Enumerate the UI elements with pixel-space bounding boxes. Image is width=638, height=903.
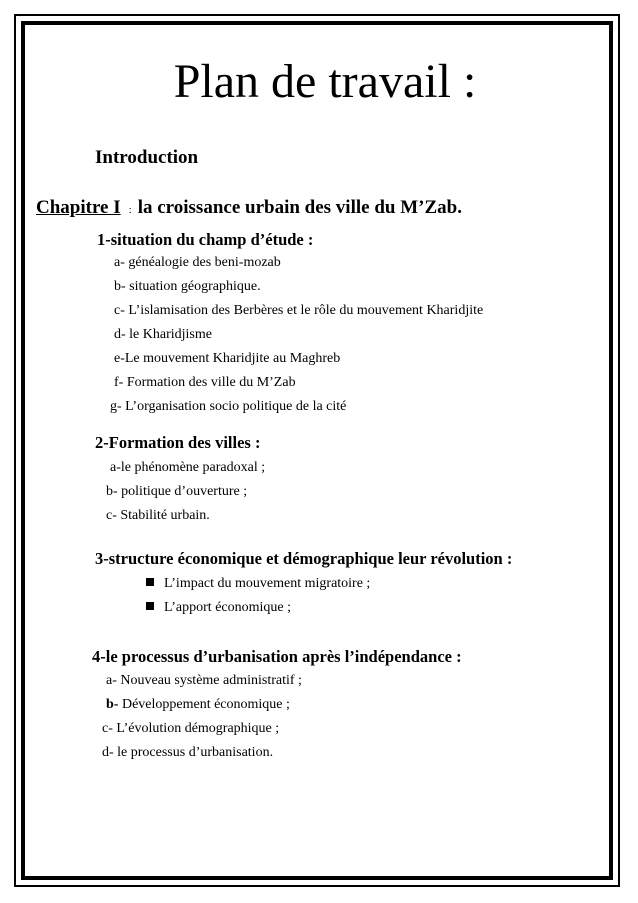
section-heading-4: 4-le processus d’urbanisation après l’indépendance :: [92, 647, 462, 666]
square-bullet-icon: [146, 578, 154, 586]
list-item: g- L’organisation socio politique de la cité: [110, 399, 347, 414]
chapter-separator: :: [128, 204, 132, 216]
introduction-heading: Introduction: [95, 147, 199, 168]
list-item: f- Formation des ville du M’Zab: [114, 375, 296, 390]
list-item-prefix: b-: [106, 697, 119, 712]
list-item: e-Le mouvement Kharidjite au Maghreb: [114, 351, 341, 366]
list-item: a-le phénomène paradoxal ;: [110, 460, 266, 475]
list-item: [146, 599, 291, 617]
list-item: c- L’islamisation des Berbères et le rôle du mouvement Kharidjite: [114, 303, 484, 318]
list-item: b- situation géographique.: [114, 279, 261, 294]
list-item-text: Développement économique ;: [121, 697, 290, 712]
list-item: [106, 696, 290, 714]
chapter-label: Chapitre I: [36, 197, 121, 218]
section-heading-3: 3-structure économique et démographique leur révolution :: [95, 549, 513, 568]
list-item: [146, 575, 370, 593]
list-item: c- L’évolution démographique ;: [102, 721, 280, 736]
list-item: a- Nouveau système administratif ;: [106, 673, 302, 688]
list-item: c- Stabilité urbain.: [106, 508, 210, 523]
square-bullet-icon: [146, 602, 154, 610]
list-item-text: L’apport économique ;: [164, 600, 292, 615]
list-item-text: L’impact du mouvement migratoire ;: [164, 576, 371, 591]
section-heading-2: 2-Formation des villes :: [95, 433, 261, 452]
list-item: d- le processus d’urbanisation.: [102, 745, 274, 760]
chapter-heading: [36, 196, 462, 222]
list-item: a- généalogie des beni-mozab: [114, 255, 281, 270]
list-item: b- politique d’ouverture ;: [106, 484, 248, 499]
chapter-title: la croissance urbain des ville du M’Zab.: [137, 197, 462, 218]
page-title: Plan de travail :: [173, 55, 477, 108]
list-item: d- le Kharidjisme: [114, 327, 212, 342]
section-heading-1: 1-situation du champ d’étude :: [97, 230, 314, 249]
